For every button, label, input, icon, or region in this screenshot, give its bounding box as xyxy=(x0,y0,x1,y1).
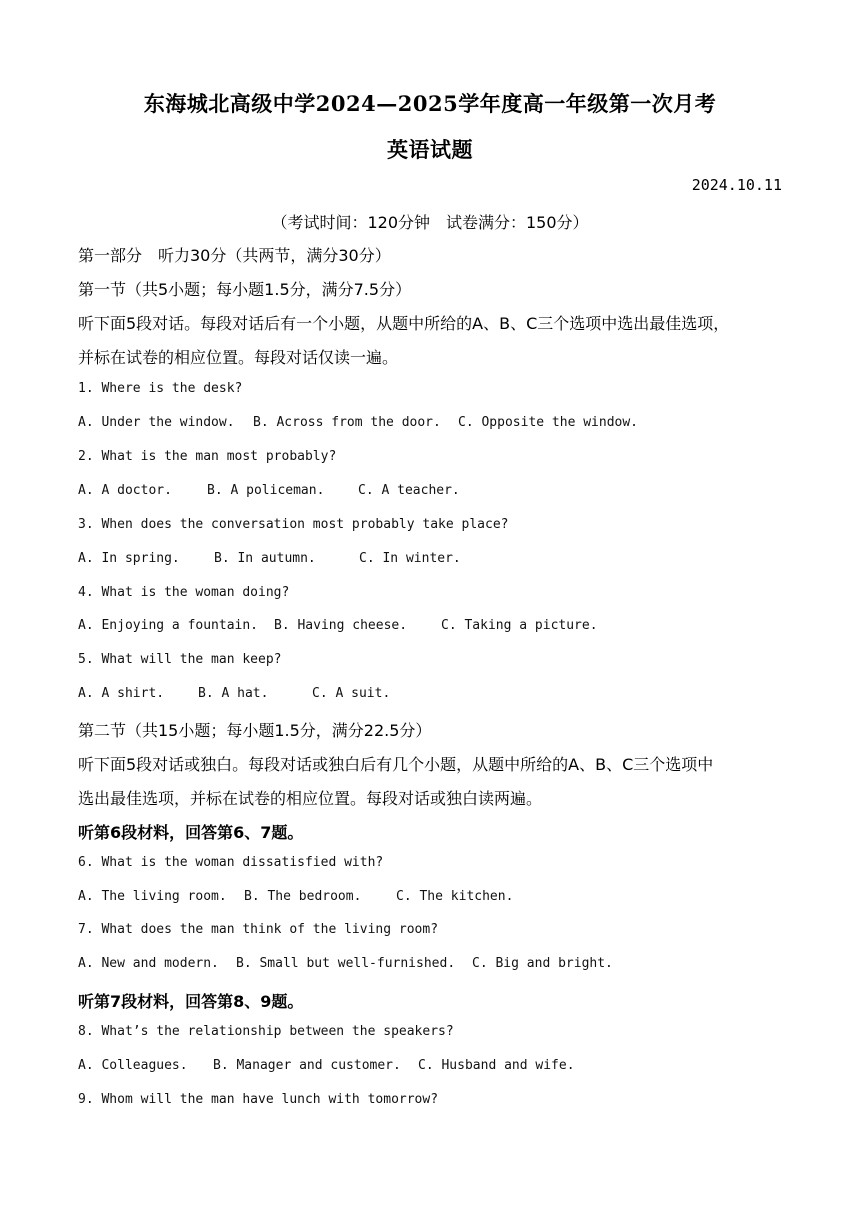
exam-subtitle: 英语试题 xyxy=(387,137,473,162)
option-a: A. A shirt. xyxy=(78,686,165,701)
option-a: A. Colleagues. xyxy=(78,1058,188,1073)
option-b: B. Small but well-furnished. xyxy=(236,956,456,971)
option-a: A. A doctor. xyxy=(78,483,172,498)
option-b: B. Having cheese. xyxy=(274,618,408,633)
option-b: B. A policeman. xyxy=(207,483,325,498)
material-7-heading: 听第7段材料，回答第8、9题。 xyxy=(78,992,304,1011)
option-c: C. Taking a picture. xyxy=(441,618,598,633)
question-7: 7. What does the man think of the living room? xyxy=(78,922,439,937)
option-a: A. New and modern. xyxy=(78,956,219,971)
option-b: B. Across from the door. xyxy=(253,415,441,430)
option-c: C. A suit. xyxy=(312,686,391,701)
option-a: A. Enjoying a fountain. xyxy=(78,618,259,633)
material-6-heading: 听第6段材料，回答第6、7题。 xyxy=(78,823,304,842)
option-c: C. A teacher. xyxy=(358,483,460,498)
option-c: C. Big and bright. xyxy=(472,956,613,971)
question-1: 1. Where is the desk? xyxy=(78,381,243,396)
exam-title: 东海城北高级中学2024—2025学年度高一年级第一次月考 xyxy=(143,91,717,116)
option-b: B. In autumn. xyxy=(214,551,316,566)
question-1-options xyxy=(78,415,638,430)
option-b: B. A hat. xyxy=(198,686,269,701)
question-2: 2. What is the man most probably? xyxy=(78,449,337,464)
question-7-options xyxy=(78,956,613,971)
question-9: 9. Whom will the man have lunch with tomorrow? xyxy=(78,1092,439,1107)
question-4-options xyxy=(78,618,598,633)
question-5-options xyxy=(78,686,390,701)
question-6: 6. What is the woman dissatisfied with? xyxy=(78,855,384,870)
option-c: C. Husband and wife. xyxy=(418,1058,575,1073)
question-8-options xyxy=(78,1058,575,1073)
section2-heading: 第二节（共15小题；每小题1.5分，满分22.5分） xyxy=(78,721,432,740)
section2-instruction-1: 听下面5段对话或独白。每段对话或独白后有几个小题，从题中所给的A、B、C三个选项中 xyxy=(78,755,714,774)
option-b: B. Manager and customer. xyxy=(213,1058,401,1073)
exam-date: 2024.10.11 xyxy=(691,176,782,194)
option-a: A. The living room. xyxy=(78,889,227,904)
option-c: C. Opposite the window. xyxy=(458,415,639,430)
option-b: B. The bedroom. xyxy=(244,889,362,904)
option-a: A. Under the window. xyxy=(78,415,235,430)
question-2-options xyxy=(78,483,460,498)
question-5: 5. What will the man keep? xyxy=(78,652,282,667)
question-4: 4. What is the woman doing? xyxy=(78,585,290,600)
question-6-options xyxy=(78,889,513,904)
option-c: C. In winter. xyxy=(359,551,461,566)
option-c: C. The kitchen. xyxy=(396,889,514,904)
exam-info: （考试时间：120分钟 试卷满分：150分） xyxy=(271,213,589,232)
option-a: A. In spring. xyxy=(78,551,180,566)
section1-instruction-1: 听下面5段对话。每段对话后有一个小题，从题中所给的A、B、C三个选项中选出最佳选项， xyxy=(78,314,730,333)
section1-instruction-2: 并标在试卷的相应位置。每段对话仅读一遍。 xyxy=(78,348,399,367)
part1-heading: 第一部分 听力30分（共两节，满分30分） xyxy=(78,246,391,265)
question-8: 8. What’s the relationship between the speakers? xyxy=(78,1024,454,1039)
question-3-options xyxy=(78,551,461,566)
section2-instruction-2: 选出最佳选项，并标在试卷的相应位置。每段对话或独白读两遍。 xyxy=(78,789,543,808)
section1-heading: 第一节（共5小题；每小题1.5分，满分7.5分） xyxy=(78,280,412,299)
question-3: 3. When does the conversation most probably take place? xyxy=(78,517,509,532)
